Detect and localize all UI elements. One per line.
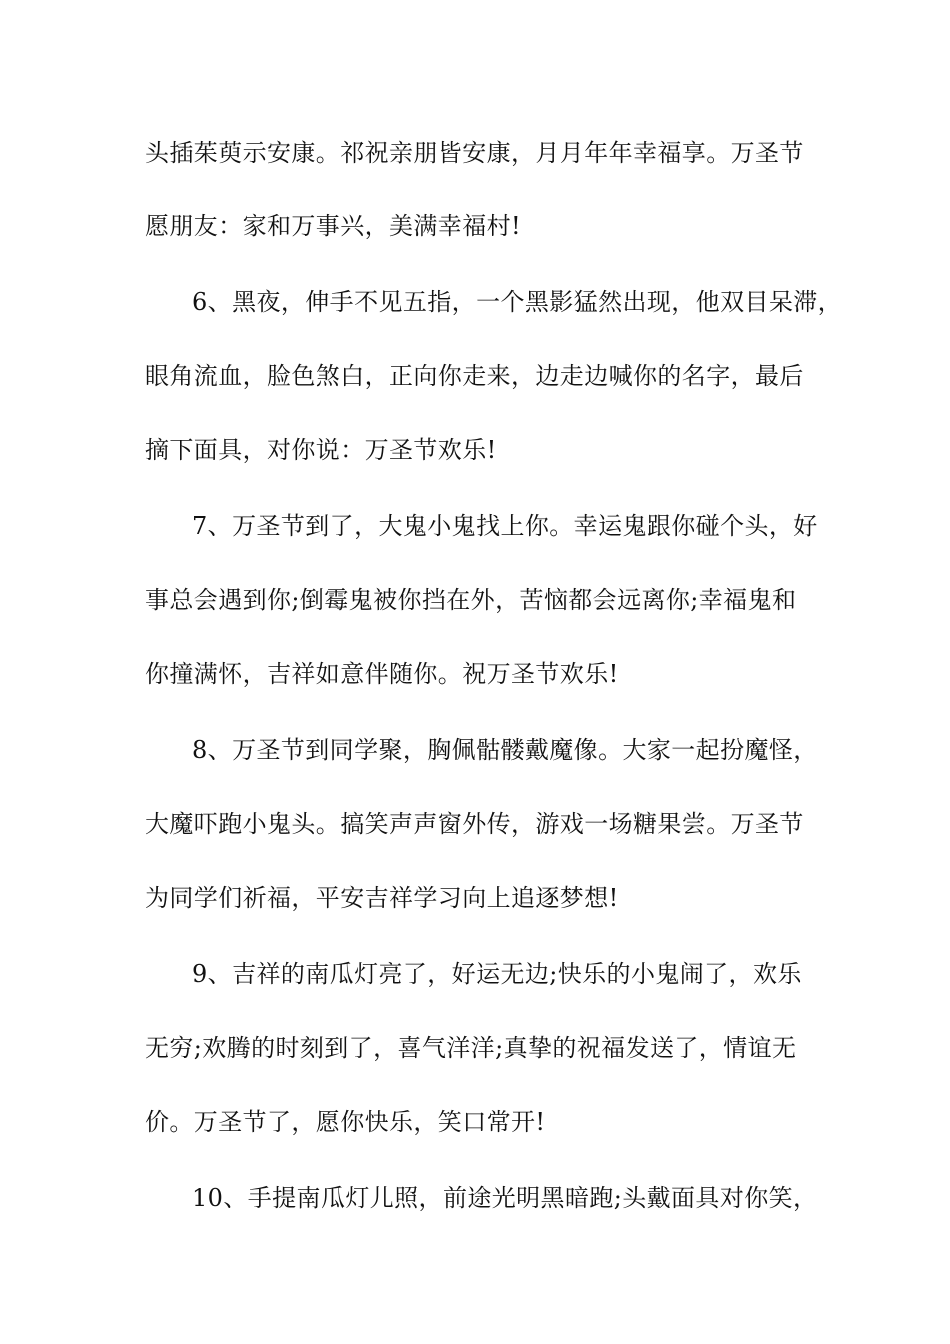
paragraph-8-start: 8、万圣节到同学聚，胸佩骷髅戴魔像。大家一起扮魔怪，: [192, 736, 818, 764]
text-line: 价。万圣节了，愿你快乐，笑口常开!: [145, 1108, 546, 1136]
text-line: 眼角流血，脸色煞白，正向你走来，边走边喊你的名字，最后: [145, 362, 804, 390]
text-line: 大魔吓跑小鬼头。搞笑声声窗外传，游戏一场糖果尝。万圣节: [145, 810, 804, 838]
paragraph-7-start: 7、万圣节到了，大鬼小鬼找上你。幸运鬼跟你碰个头，好: [192, 512, 818, 540]
text-line: 无穷;欢腾的时刻到了，喜气洋洋;真挚的祝福发送了，情谊无: [145, 1034, 797, 1062]
text-line: 摘下面具，对你说：万圣节欢乐!: [145, 436, 497, 464]
text-line: 为同学们祈福，平安吉祥学习向上追逐梦想!: [145, 884, 619, 912]
paragraph-9-start: 9、吉祥的南瓜灯亮了，好运无边;快乐的小鬼闹了，欢乐: [192, 960, 802, 988]
paragraph-6-start: 6、黑夜，伸手不见五指，一个黑影猛然出现，他双目呆滞，: [192, 288, 843, 316]
text-line: 你撞满怀，吉祥如意伴随你。祝万圣节欢乐!: [145, 660, 619, 688]
text-line: 头插茱萸示安康。祁祝亲朋皆安康，月月年年幸福享。万圣节: [145, 139, 804, 167]
text-line: 愿朋友：家和万事兴，美满幸福村!: [145, 212, 522, 240]
paragraph-10-start: 10、手提南瓜灯儿照，前途光明黑暗跑;头戴面具对你笑，: [192, 1184, 818, 1212]
text-line: 事总会遇到你;倒霉鬼被你挡在外，苦恼都会远离你;幸福鬼和: [145, 586, 797, 614]
